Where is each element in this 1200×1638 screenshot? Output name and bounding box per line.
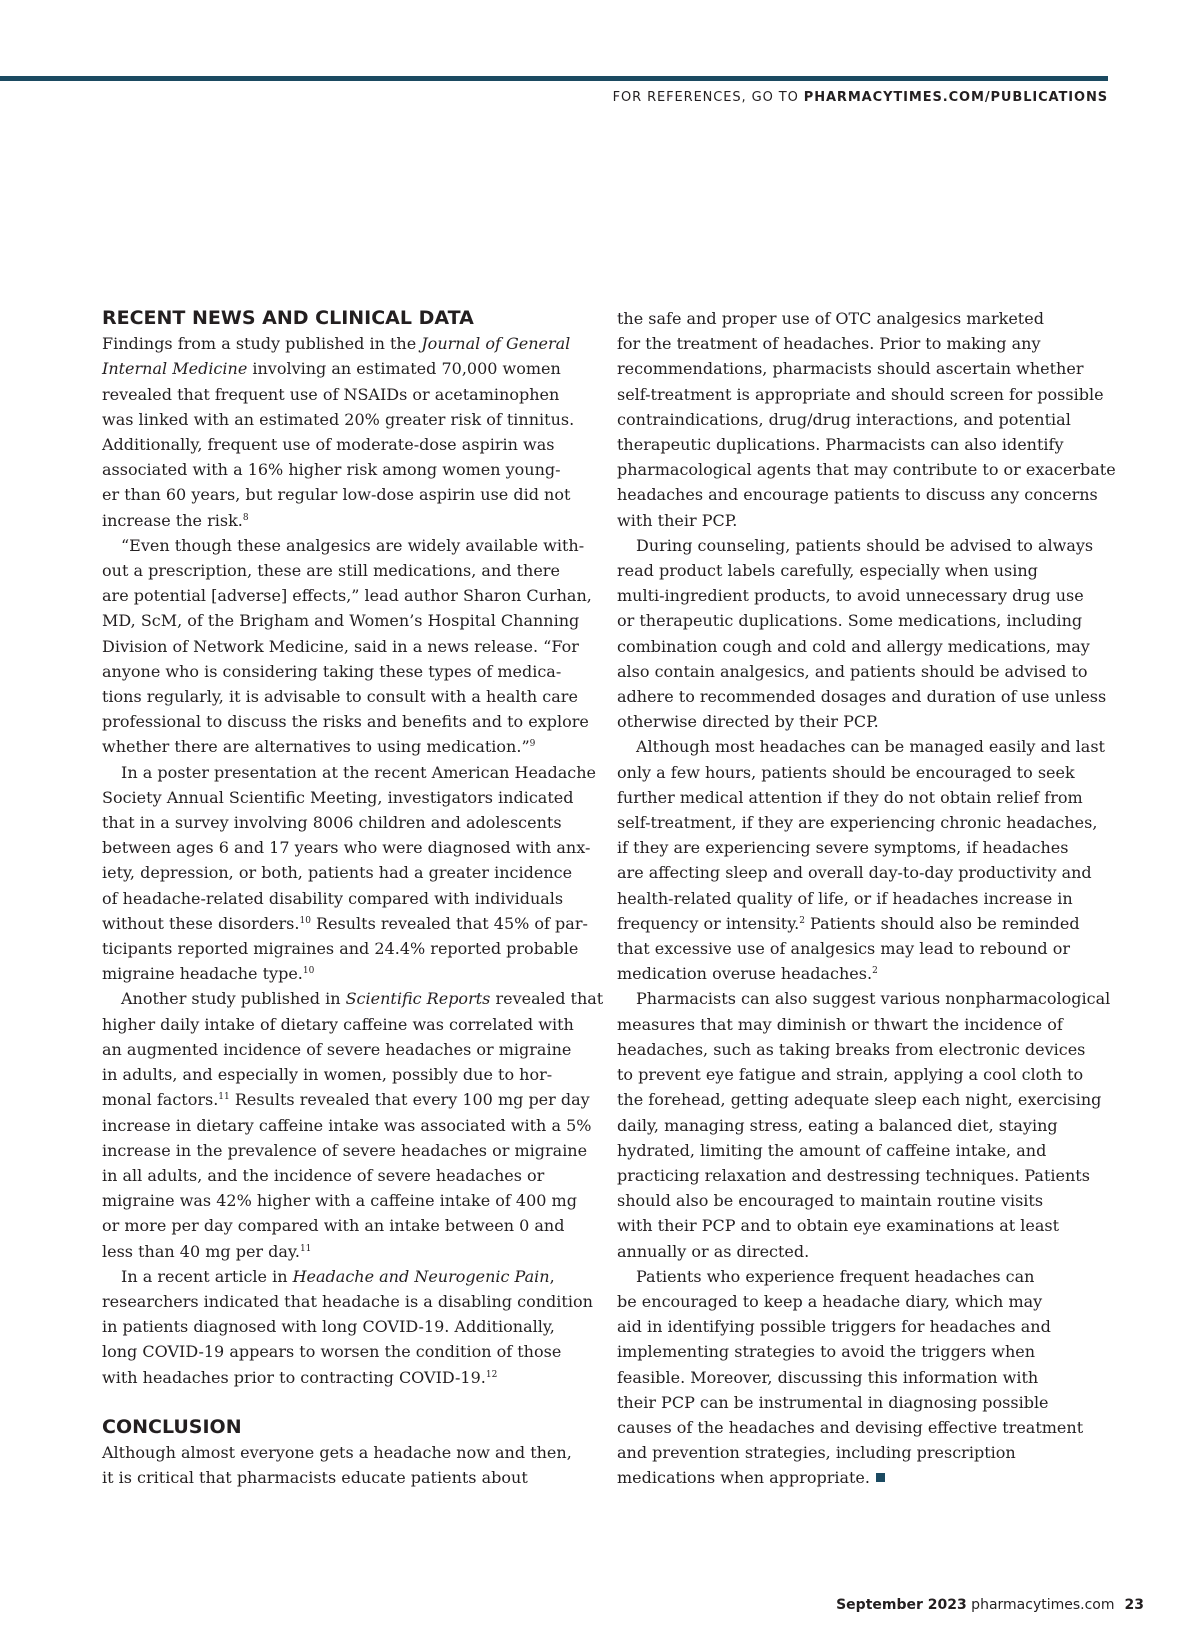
reference-marker: 8 [242, 512, 249, 523]
journal-title: Journal of General [421, 334, 571, 354]
journal-title: Scientific Reports [345, 989, 491, 1009]
paragraph: In a recent article in Headache and Neurogenic Pain, researchers indicated that headache is a disabling condition in patients diagnosed with long COVID-19. Additionally, long COVID-19 appears to worsen the condition of those with headaches prior to contracting COVID-19.12 [102, 1266, 593, 1387]
paragraph: “Even though these analgesics are widely available with- out a prescription, these are still medications, and there are potential [adverse] effects,” lead author Sharon Curhan, MD, ScM, of the Brigham and Women’s Hospital Channing Division of Network Medicine, said in a news release. “For anyone who is considering taking these types of medica- tions regularly, it is advisable to consult with a health care professional to discuss the risks and benefits and to explore whether there are alternatives to using medication.”$^9$ [102, 535, 592, 757]
reference-marker: 10 [302, 966, 315, 977]
paragraph: Findings from a study published in the Journal of General Internal Medicine involving an estimated 70,000 women revealed that frequent use of NSAIDs or acetaminophen was linked with an estimated 20% greater risk of tinnitus. Additionally, frequent use of moderate-dose aspirin was associated with a 16% higher risk among women young- er than 60 years, but regular low-dose aspirin use did not increase the risk.$^8$ [102, 334, 575, 530]
left-column [102, 306, 604, 1490]
section-heading-conclusion: CONCLUSION [102, 1415, 242, 1438]
reference-marker: 9 [529, 739, 536, 750]
paragraph: During counseling, patients should be advised to always read product labels carefully, especially when using multi-ingredient products, to avoid unnecessary drug use or therapeutic duplications. Some medications, including combination cough and cold and allergy medications, may also contain analgesics, and patients should be advised to adhere to recommended dosages and duration of use unless otherwise directed by their PCP. [617, 535, 1107, 732]
reference-marker: 12 [485, 1369, 498, 1380]
top-rule [0, 76, 1108, 81]
footer-site[interactable]: pharmacytimes.com [966, 1597, 1115, 1613]
journal-title: Headache and Neurogenic Pain [292, 1266, 550, 1286]
reference-marker: 10 [299, 915, 311, 926]
references-link[interactable]: PHARMACYTIMES.COM/PUBLICATIONS [803, 90, 1108, 105]
issue-date: September 2023 [836, 1597, 967, 1613]
journal-title: Internal Medicine [102, 359, 248, 379]
right-column [617, 306, 1116, 1491]
reference-marker: 2 [872, 966, 878, 977]
paragraph: Another study published in Scientific Reports revealed that higher daily intake of dietary caffeine was correlated with an augmented incidence of severe headaches or migraine in adults, and especially in women, possibly due to hor- monal factors.$^{11}$ Results revealed that every 100 mg per day increase in dietary caffeine intake was associated with a 5% increase in the prevalence of severe headaches or migraine in all adults, and the incidence of severe headaches or migraine was 42% higher with a caffeine intake of 400 mg or more per day compared with an intake between 0 and less than 40 mg per day.$^{11}$ [102, 989, 604, 1261]
section-heading-recent-news: RECENT NEWS AND CLINICAL DATA [102, 307, 474, 329]
references-note [613, 90, 1108, 105]
end-of-article-square-icon [876, 1473, 885, 1482]
paragraph: Patients who experience frequent headaches can be encouraged to keep a headache diary, which may aid in identifying possible triggers for headaches and implementing strategies to avoid the triggers when feasible. Moreover, discussing this information with their PCP can be instrumental in diagnosing possible causes of the headaches and devising effective treatment and prevention strategies, including prescription medications when appropriate. [617, 1266, 1084, 1488]
paragraph: In a poster presentation at the recent American Headache Society Annual Scientific Meeting, investigators indicated that in a survey involving 8006 children and adolescents between ages 6 and 17 years who were diagnosed with anx- iety, depression, or both, patients had a greater incidence of headache-related disability compared with individuals without these disorders.$^{10}$ Results revealed that 45% of par- ticipants reported migraines and 24.4% reported probable migraine headache type.$^{10}$ [102, 762, 596, 984]
paragraph: Although almost everyone gets a headache now and then, it is critical that pharmacists educate patients about [102, 1442, 572, 1488]
paragraph: the safe and proper use of OTC analgesics marketed for the treatment of headaches. Prior to making any recommendations, pharmacists should ascertain whether self-treatment is appropriate and should screen for possible contraindications, drug/drug interactions, and potential therapeutic duplications. Pharmacists can also identify pharmacological agents that may contribute to or exacerbate headaches and encourage patients to discuss any concerns with their PCP. [617, 309, 1116, 530]
page-number: 23 [1124, 1597, 1144, 1613]
reference-marker: 11 [218, 1092, 230, 1103]
paragraph: Although most headaches can be managed easily and last only a few hours, patients should be encouraged to seek further medical attention if they do not obtain relief from self-treatment, if they are experiencing chronic headaches, if they are experiencing severe symptoms, if headaches are affecting sleep and overall day-to-day productivity and health-related quality of life, or if headaches increase in frequency or intensity.$^2$ Patients should also be reminded that excessive use of analgesics may lead to rebound or medication overuse headaches.$^2$ [617, 737, 1105, 984]
page-footer [836, 1597, 1144, 1613]
reference-marker: 2 [799, 915, 805, 926]
references-prefix: FOR REFERENCES, GO TO [612, 90, 804, 105]
paragraph: Pharmacists can also suggest various nonpharmacological measures that may diminish or thwart the incidence of headaches, such as taking breaks from electronic devices to prevent eye fatigue and strain, applying a cool cloth to the forehead, getting adequate sleep each night, exercising daily, managing stress, eating a balanced diet, staying hydrated, limiting the amount of caffeine intake, and practicing relaxation and destressing techniques. Patients should also be encouraged to maintain routine visits with their PCP and to obtain eye examinations at least annually or as directed. [617, 989, 1111, 1261]
reference-marker: 11 [299, 1243, 312, 1254]
